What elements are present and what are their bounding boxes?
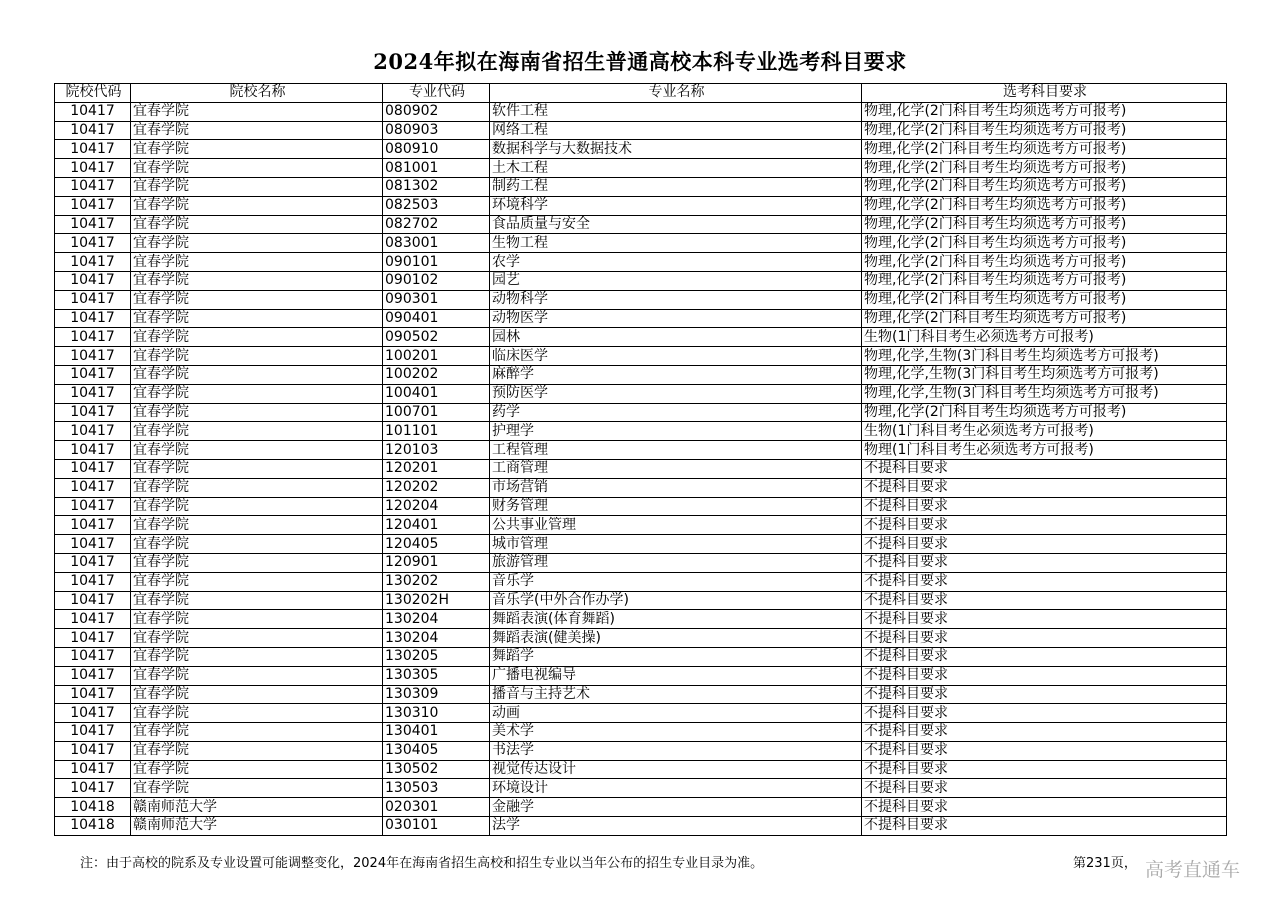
major-name-cell: 广播电视编导	[490, 666, 862, 685]
school-name-cell: 赣南师范大学	[131, 798, 383, 817]
subject-requirements-table	[54, 83, 1227, 836]
school-code-cell: 10417	[55, 741, 131, 760]
major-name-cell: 生物工程	[490, 234, 862, 253]
header-school-code: 院校代码	[55, 84, 131, 103]
major-name-cell: 数据科学与大数据技术	[490, 140, 862, 159]
requirement-cell: 不提科目要求	[862, 553, 1227, 572]
requirement-cell: 物理,化学(2门科目考生均须选考方可报考)	[862, 196, 1227, 215]
requirement-cell: 不提科目要求	[862, 629, 1227, 648]
major-code-cell: 130204	[383, 629, 490, 648]
school-name-cell: 宜春学院	[131, 102, 383, 121]
school-code-cell: 10417	[55, 253, 131, 272]
major-code-cell: 082503	[383, 196, 490, 215]
major-name-cell: 麻醉学	[490, 365, 862, 384]
school-code-cell: 10417	[55, 271, 131, 290]
major-name-cell: 制药工程	[490, 177, 862, 196]
school-name-cell: 宜春学院	[131, 459, 383, 478]
requirement-cell: 物理,化学(2门科目考生均须选考方可报考)	[862, 234, 1227, 253]
requirement-cell: 物理,化学,生物(3门科目考生均须选考方可报考)	[862, 365, 1227, 384]
requirement-cell: 不提科目要求	[862, 591, 1227, 610]
requirement-cell: 物理(1门科目考生必须选考方可报考)	[862, 441, 1227, 460]
requirement-cell: 生物(1门科目考生必须选考方可报考)	[862, 422, 1227, 441]
major-code-cell: 130309	[383, 685, 490, 704]
table-row	[55, 779, 1227, 798]
major-name-cell: 软件工程	[490, 102, 862, 121]
major-name-cell: 金融学	[490, 798, 862, 817]
table-row	[55, 760, 1227, 779]
major-code-cell: 130405	[383, 741, 490, 760]
major-code-cell: 100401	[383, 384, 490, 403]
school-code-cell: 10417	[55, 290, 131, 309]
school-name-cell: 宜春学院	[131, 121, 383, 140]
table-row	[55, 271, 1227, 290]
major-name-cell: 书法学	[490, 741, 862, 760]
requirement-cell: 生物(1门科目考生必须选考方可报考)	[862, 328, 1227, 347]
major-code-cell: 130310	[383, 704, 490, 723]
major-code-cell: 130401	[383, 723, 490, 742]
table-row	[55, 516, 1227, 535]
school-code-cell: 10417	[55, 234, 131, 253]
major-code-cell: 030101	[383, 817, 490, 836]
table-row	[55, 553, 1227, 572]
school-code-cell: 10417	[55, 309, 131, 328]
school-name-cell: 宜春学院	[131, 441, 383, 460]
table-row	[55, 685, 1227, 704]
school-name-cell: 宜春学院	[131, 535, 383, 554]
major-name-cell: 食品质量与安全	[490, 215, 862, 234]
page-title: 2024年拟在海南省招生普通高校本科专业选考科目要求	[373, 49, 907, 74]
requirement-cell: 不提科目要求	[862, 685, 1227, 704]
table-header-row	[55, 84, 1227, 103]
major-code-cell: 130205	[383, 647, 490, 666]
requirement-cell: 不提科目要求	[862, 741, 1227, 760]
school-code-cell: 10417	[55, 572, 131, 591]
table-row	[55, 403, 1227, 422]
requirement-cell: 物理,化学(2门科目考生均须选考方可报考)	[862, 159, 1227, 178]
requirement-cell: 物理,化学(2门科目考生均须选考方可报考)	[862, 253, 1227, 272]
major-name-cell: 舞蹈学	[490, 647, 862, 666]
table-row	[55, 159, 1227, 178]
major-code-cell: 120401	[383, 516, 490, 535]
requirement-cell: 物理,化学(2门科目考生均须选考方可报考)	[862, 403, 1227, 422]
school-code-cell: 10417	[55, 647, 131, 666]
school-code-cell: 10417	[55, 384, 131, 403]
school-code-cell: 10417	[55, 102, 131, 121]
major-code-cell: 120405	[383, 535, 490, 554]
major-name-cell: 舞蹈表演(体育舞蹈)	[490, 610, 862, 629]
school-code-cell: 10417	[55, 121, 131, 140]
major-code-cell: 080902	[383, 102, 490, 121]
major-name-cell: 工商管理	[490, 459, 862, 478]
school-name-cell: 宜春学院	[131, 215, 383, 234]
requirement-cell: 物理,化学(2门科目考生均须选考方可报考)	[862, 121, 1227, 140]
requirement-cell: 不提科目要求	[862, 535, 1227, 554]
school-code-cell: 10417	[55, 779, 131, 798]
school-code-cell: 10417	[55, 140, 131, 159]
table-row	[55, 140, 1227, 159]
table-row	[55, 328, 1227, 347]
school-code-cell: 10417	[55, 591, 131, 610]
major-code-cell: 020301	[383, 798, 490, 817]
requirement-cell: 不提科目要求	[862, 817, 1227, 836]
requirement-cell: 物理,化学(2门科目考生均须选考方可报考)	[862, 102, 1227, 121]
page-number: 第231页，	[1073, 856, 1137, 871]
major-code-cell: 083001	[383, 234, 490, 253]
school-name-cell: 宜春学院	[131, 591, 383, 610]
table-row	[55, 817, 1227, 836]
major-code-cell: 080903	[383, 121, 490, 140]
school-code-cell: 10417	[55, 403, 131, 422]
table-row	[55, 647, 1227, 666]
table-row	[55, 384, 1227, 403]
table-row	[55, 347, 1227, 366]
major-code-cell: 130202	[383, 572, 490, 591]
requirement-cell: 不提科目要求	[862, 723, 1227, 742]
requirement-cell: 不提科目要求	[862, 497, 1227, 516]
table-row	[55, 215, 1227, 234]
school-code-cell: 10417	[55, 629, 131, 648]
major-name-cell: 动物科学	[490, 290, 862, 309]
school-name-cell: 宜春学院	[131, 760, 383, 779]
requirement-cell: 不提科目要求	[862, 478, 1227, 497]
table-row	[55, 591, 1227, 610]
school-code-cell: 10417	[55, 535, 131, 554]
table-row	[55, 723, 1227, 742]
major-code-cell: 130202H	[383, 591, 490, 610]
school-code-cell: 10417	[55, 328, 131, 347]
school-code-cell: 10418	[55, 798, 131, 817]
footnote: 注：由于高校的院系及专业设置可能调整变化，2024年在海南省招生高校和招生专业以当年公布的招生专业目录为准。	[80, 856, 764, 871]
major-name-cell: 视觉传达设计	[490, 760, 862, 779]
school-code-cell: 10418	[55, 817, 131, 836]
school-name-cell: 宜春学院	[131, 704, 383, 723]
major-name-cell: 城市管理	[490, 535, 862, 554]
school-name-cell: 宜春学院	[131, 629, 383, 648]
school-name-cell: 宜春学院	[131, 553, 383, 572]
requirement-cell: 物理,化学(2门科目考生均须选考方可报考)	[862, 177, 1227, 196]
requirement-cell: 物理,化学,生物(3门科目考生均须选考方可报考)	[862, 384, 1227, 403]
major-code-cell: 090502	[383, 328, 490, 347]
table-row	[55, 441, 1227, 460]
major-name-cell: 护理学	[490, 422, 862, 441]
major-name-cell: 音乐学	[490, 572, 862, 591]
school-name-cell: 宜春学院	[131, 403, 383, 422]
school-code-cell: 10417	[55, 459, 131, 478]
school-name-cell: 宜春学院	[131, 234, 383, 253]
major-name-cell: 播音与主持艺术	[490, 685, 862, 704]
table-row	[55, 478, 1227, 497]
major-code-cell: 120901	[383, 553, 490, 572]
school-name-cell: 宜春学院	[131, 666, 383, 685]
major-code-cell: 090101	[383, 253, 490, 272]
major-name-cell: 财务管理	[490, 497, 862, 516]
school-code-cell: 10417	[55, 347, 131, 366]
requirement-cell: 不提科目要求	[862, 779, 1227, 798]
major-name-cell: 市场营销	[490, 478, 862, 497]
major-name-cell: 法学	[490, 817, 862, 836]
school-code-cell: 10417	[55, 516, 131, 535]
school-code-cell: 10417	[55, 666, 131, 685]
major-code-cell: 090301	[383, 290, 490, 309]
school-name-cell: 宜春学院	[131, 309, 383, 328]
school-name-cell: 宜春学院	[131, 685, 383, 704]
requirement-cell: 物理,化学(2门科目考生均须选考方可报考)	[862, 271, 1227, 290]
major-name-cell: 旅游管理	[490, 553, 862, 572]
table-body	[55, 102, 1227, 835]
table-row	[55, 497, 1227, 516]
school-code-cell: 10417	[55, 685, 131, 704]
major-name-cell: 农学	[490, 253, 862, 272]
school-name-cell: 宜春学院	[131, 516, 383, 535]
major-name-cell: 动画	[490, 704, 862, 723]
school-name-cell: 宜春学院	[131, 271, 383, 290]
school-name-cell: 宜春学院	[131, 723, 383, 742]
table-row	[55, 102, 1227, 121]
major-code-cell: 120202	[383, 478, 490, 497]
major-name-cell: 土木工程	[490, 159, 862, 178]
requirement-cell: 不提科目要求	[862, 647, 1227, 666]
table-row	[55, 309, 1227, 328]
requirement-cell: 物理,化学(2门科目考生均须选考方可报考)	[862, 309, 1227, 328]
school-code-cell: 10417	[55, 441, 131, 460]
table-row	[55, 666, 1227, 685]
school-name-cell: 宜春学院	[131, 290, 383, 309]
requirement-cell: 不提科目要求	[862, 459, 1227, 478]
table-row	[55, 177, 1227, 196]
school-code-cell: 10417	[55, 610, 131, 629]
school-name-cell: 宜春学院	[131, 365, 383, 384]
major-name-cell: 临床医学	[490, 347, 862, 366]
watermark: 高考直通车	[1145, 859, 1241, 881]
major-name-cell: 动物医学	[490, 309, 862, 328]
school-code-cell: 10417	[55, 704, 131, 723]
major-name-cell: 舞蹈表演(健美操)	[490, 629, 862, 648]
major-name-cell: 园林	[490, 328, 862, 347]
major-code-cell: 130503	[383, 779, 490, 798]
table-row	[55, 422, 1227, 441]
major-code-cell: 120103	[383, 441, 490, 460]
major-code-cell: 100201	[383, 347, 490, 366]
major-code-cell: 081302	[383, 177, 490, 196]
requirement-cell: 不提科目要求	[862, 704, 1227, 723]
major-code-cell: 120201	[383, 459, 490, 478]
school-code-cell: 10417	[55, 365, 131, 384]
major-code-cell: 081001	[383, 159, 490, 178]
major-code-cell: 100701	[383, 403, 490, 422]
school-name-cell: 宜春学院	[131, 572, 383, 591]
school-code-cell: 10417	[55, 760, 131, 779]
school-code-cell: 10417	[55, 177, 131, 196]
major-name-cell: 公共事业管理	[490, 516, 862, 535]
school-name-cell: 宜春学院	[131, 610, 383, 629]
requirement-cell: 物理,化学(2门科目考生均须选考方可报考)	[862, 290, 1227, 309]
school-code-cell: 10417	[55, 497, 131, 516]
requirement-cell: 不提科目要求	[862, 666, 1227, 685]
table-row	[55, 535, 1227, 554]
table-row	[55, 459, 1227, 478]
table-row	[55, 572, 1227, 591]
major-code-cell: 130305	[383, 666, 490, 685]
school-code-cell: 10417	[55, 422, 131, 441]
table-row	[55, 704, 1227, 723]
school-name-cell: 宜春学院	[131, 196, 383, 215]
school-name-cell: 宜春学院	[131, 497, 383, 516]
major-name-cell: 药学	[490, 403, 862, 422]
school-name-cell: 赣南师范大学	[131, 817, 383, 836]
header-major-code: 专业代码	[383, 84, 490, 103]
requirement-cell: 不提科目要求	[862, 798, 1227, 817]
major-name-cell: 网络工程	[490, 121, 862, 140]
table-row	[55, 290, 1227, 309]
school-name-cell: 宜春学院	[131, 347, 383, 366]
major-code-cell: 090102	[383, 271, 490, 290]
major-name-cell: 预防医学	[490, 384, 862, 403]
school-code-cell: 10417	[55, 196, 131, 215]
school-name-cell: 宜春学院	[131, 159, 383, 178]
major-name-cell: 美术学	[490, 723, 862, 742]
school-name-cell: 宜春学院	[131, 422, 383, 441]
school-name-cell: 宜春学院	[131, 741, 383, 760]
header-school-name: 院校名称	[131, 84, 383, 103]
school-name-cell: 宜春学院	[131, 253, 383, 272]
school-name-cell: 宜春学院	[131, 177, 383, 196]
school-code-cell: 10417	[55, 478, 131, 497]
major-code-cell: 090401	[383, 309, 490, 328]
major-name-cell: 园艺	[490, 271, 862, 290]
major-code-cell: 100202	[383, 365, 490, 384]
table-row	[55, 121, 1227, 140]
school-code-cell: 10417	[55, 215, 131, 234]
table-row	[55, 610, 1227, 629]
major-code-cell: 082702	[383, 215, 490, 234]
requirement-cell: 不提科目要求	[862, 572, 1227, 591]
school-name-cell: 宜春学院	[131, 478, 383, 497]
school-name-cell: 宜春学院	[131, 779, 383, 798]
requirement-cell: 物理,化学(2门科目考生均须选考方可报考)	[862, 140, 1227, 159]
table-row	[55, 629, 1227, 648]
table-row	[55, 253, 1227, 272]
major-code-cell: 101101	[383, 422, 490, 441]
major-code-cell: 120204	[383, 497, 490, 516]
table-row	[55, 234, 1227, 253]
school-name-cell: 宜春学院	[131, 384, 383, 403]
school-code-cell: 10417	[55, 723, 131, 742]
header-major-name: 专业名称	[490, 84, 862, 103]
requirement-cell: 物理,化学(2门科目考生均须选考方可报考)	[862, 215, 1227, 234]
major-code-cell: 080910	[383, 140, 490, 159]
requirement-cell: 不提科目要求	[862, 610, 1227, 629]
major-name-cell: 工程管理	[490, 441, 862, 460]
table-row	[55, 365, 1227, 384]
school-code-cell: 10417	[55, 159, 131, 178]
major-code-cell: 130502	[383, 760, 490, 779]
requirement-cell: 物理,化学,生物(3门科目考生均须选考方可报考)	[862, 347, 1227, 366]
header-subject-requirement: 选考科目要求	[862, 84, 1227, 103]
school-code-cell: 10417	[55, 553, 131, 572]
requirement-cell: 不提科目要求	[862, 516, 1227, 535]
major-name-cell: 音乐学(中外合作办学)	[490, 591, 862, 610]
requirement-cell: 不提科目要求	[862, 760, 1227, 779]
table-row	[55, 741, 1227, 760]
school-name-cell: 宜春学院	[131, 140, 383, 159]
major-name-cell: 环境设计	[490, 779, 862, 798]
major-code-cell: 130204	[383, 610, 490, 629]
school-name-cell: 宜春学院	[131, 328, 383, 347]
school-name-cell: 宜春学院	[131, 647, 383, 666]
table-row	[55, 798, 1227, 817]
major-name-cell: 环境科学	[490, 196, 862, 215]
table-row	[55, 196, 1227, 215]
